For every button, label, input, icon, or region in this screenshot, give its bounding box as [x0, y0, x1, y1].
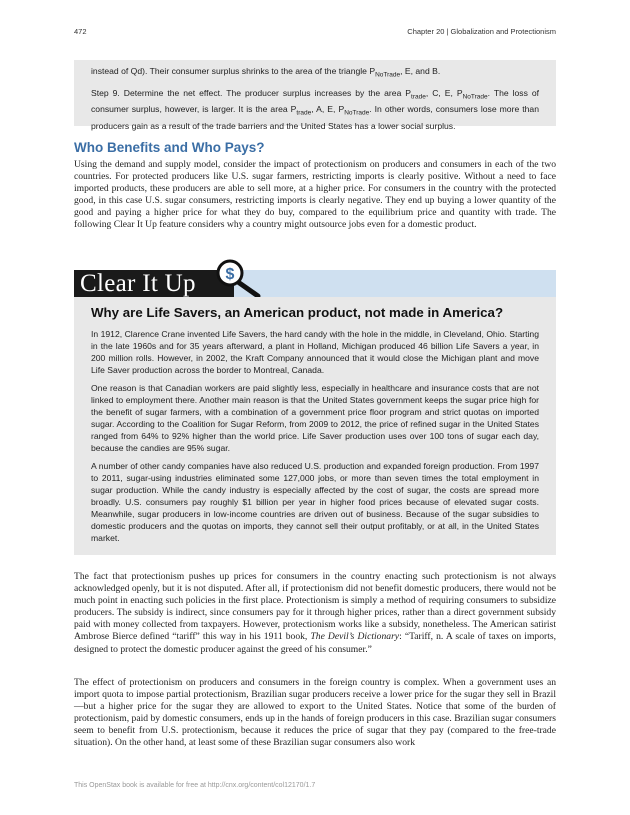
- section-heading: Who Benefits and Who Pays?: [74, 140, 265, 155]
- body-paragraph-subsidy: [74, 571, 556, 656]
- text-span: . In other words, consumers lose more than producers gain as a result of the trade barriers and the United States has a lower social surplus.: [91, 104, 539, 132]
- clear-it-up-box: [74, 297, 556, 555]
- subscript: trade: [296, 110, 312, 118]
- magnifier-dollar-icon: [212, 258, 268, 300]
- text-span: instead of Qd). Their consumer surplus shrinks to the area of the triangle P: [91, 66, 376, 76]
- subscript: NoTrade: [344, 110, 370, 118]
- page-number: 472: [74, 27, 87, 36]
- step-continuation: [91, 65, 539, 82]
- clear-it-up-label: Clear It Up: [74, 270, 234, 298]
- text-span: . The loss of consumer surplus, however, is larger. It is the area P: [91, 87, 539, 115]
- text-span: The fact that protectionism pushes up prices for consumers in the country enacting such protectionism is not always acknowledged openly, but it is not disputed. After all, if protectionism did not benefit domestic producers, there would not be much point in enacting such policies in the first place. Protectionism is simply a method of requiring consumers to subsidize producers. The subsidy is indirect, since consumers pay for it through higher prices, rather than a direct government subsidy paid with money collected from taxpayers. However, protectionism works like a subsidy, nonetheless. The American satirist Ambrose Bierce defined “tariff” this way in his 1911 book,: [74, 571, 556, 643]
- text-span: : “Tariff, n. A scale of taxes on imports, designed to protect the domestic producer against the greed of his consumer.”: [74, 631, 556, 655]
- section-paragraph: Using the demand and supply model, consider the impact of protectionism on producers and consumers in each of the two countries. For protected producers like U.S. sugar farmers, restricting imports is clearly positive. Without a need to face imported products, these producers are able to sell more, at a higher price. For consumers in the country with the protected good, in this case U.S. sugar consumers, restricting imports is clearly negative. They end up buying a lower quantity of the good and paying a higher price for what they do buy, compared to the equilibrium price and quantity with trade. The following Clear It Up feature considers why a country might outsource jobs even for a domestic product.: [74, 159, 556, 231]
- page-header: [74, 27, 556, 39]
- text-span: , A, E, P: [311, 104, 345, 115]
- text-span: , E, and B.: [400, 66, 441, 76]
- subscript: NoTrade: [462, 93, 488, 101]
- chapter-title: Chapter 20 | Globalization and Protectionism: [407, 27, 556, 36]
- subscript: NoTrade: [375, 71, 401, 79]
- clear-it-up-paragraph: In 1912, Clarence Crane invented Life Savers, the hard candy with the hole in the middle, in Cleveland, Ohio. Starting in the late 1960s and for 35 years afterward, a plant in Holland, Michigan produced 46 billion Life Savers a year, in 200 million rolls. However, in 2002, the Kraft Company announced that it would close the Michigan plant and move Life Saver production across the border to Montreal, Canada.: [91, 329, 539, 375]
- clear-it-up-title: Why are Life Savers, an American product, not made in America?: [91, 305, 504, 320]
- book-title: The Devil’s Dictionary: [310, 631, 400, 643]
- dollar-glyph: $: [225, 266, 235, 283]
- clear-it-up-paragraph: One reason is that Canadian workers are paid slightly less, especially in healthcare and insurance costs that are not linked to employment there. Another main reason is that the United States government keeps the sugar price high for the benefit of sugar farmers, with a combination of a government price floor program and strict quotas on imported sugar. According to the Coalition for Sugar Reform, from 2009 to 2012, the price of refined sugar in the United States ranged from 64% to 92% higher than the world price. Life Saver production uses over 100 tons of sugar each day, because the candies are 95% sugar.: [91, 383, 539, 453]
- step-9: [91, 87, 539, 132]
- worked-example-box: [74, 60, 556, 132]
- body-paragraph-foreign: The effect of protectionism on producers and consumers in the foreign country is complex. When a government uses an import quota to impose partial protectionism, Brazilian sugar producers receive a lower price for the sugar they sell in Brazil—but a higher price for the sugar they are allowed to export to the United States. Notice that some of the burden of protectionism, paid by domestic consumers, ends up in the hands of foreign producers in this case. Brazilian sugar consumers seem to benefit from U.S. protectionism, because it reduces the price of sugar that they pay (compared to the free-trade situation). On the other hand, at least some of these Brazilian sugar consumers also work: [74, 677, 556, 749]
- page-footer: This OpenStax book is available for free at http://cnx.org/content/col12170/1.7: [74, 782, 316, 789]
- subscript: trade: [411, 93, 426, 101]
- text-span: , C, E, P: [425, 87, 463, 98]
- text-span: Step 9. Determine the net effect. The producer surplus increases by the area P: [91, 87, 412, 98]
- clear-it-up-paragraph: A number of other candy companies have also reduced U.S. production and expanded foreign production. From 1997 to 2011, sugar-using industries eliminated some 127,000 jobs, or more than seven times the total employment in sugar production. While the candy industry is especially affected by the cost of sugar, the costs are spread more broadly. U.S. consumers pay roughly $1 billion per year in higher food prices because of elevated sugar costs. Meanwhile, sugar producers in low-income countries are driven out of business. Because of the sugar subsidies to domestic producers and the quotas on imports, they cannot sell their output profitably, or at all, in the United States market.: [91, 461, 539, 543]
